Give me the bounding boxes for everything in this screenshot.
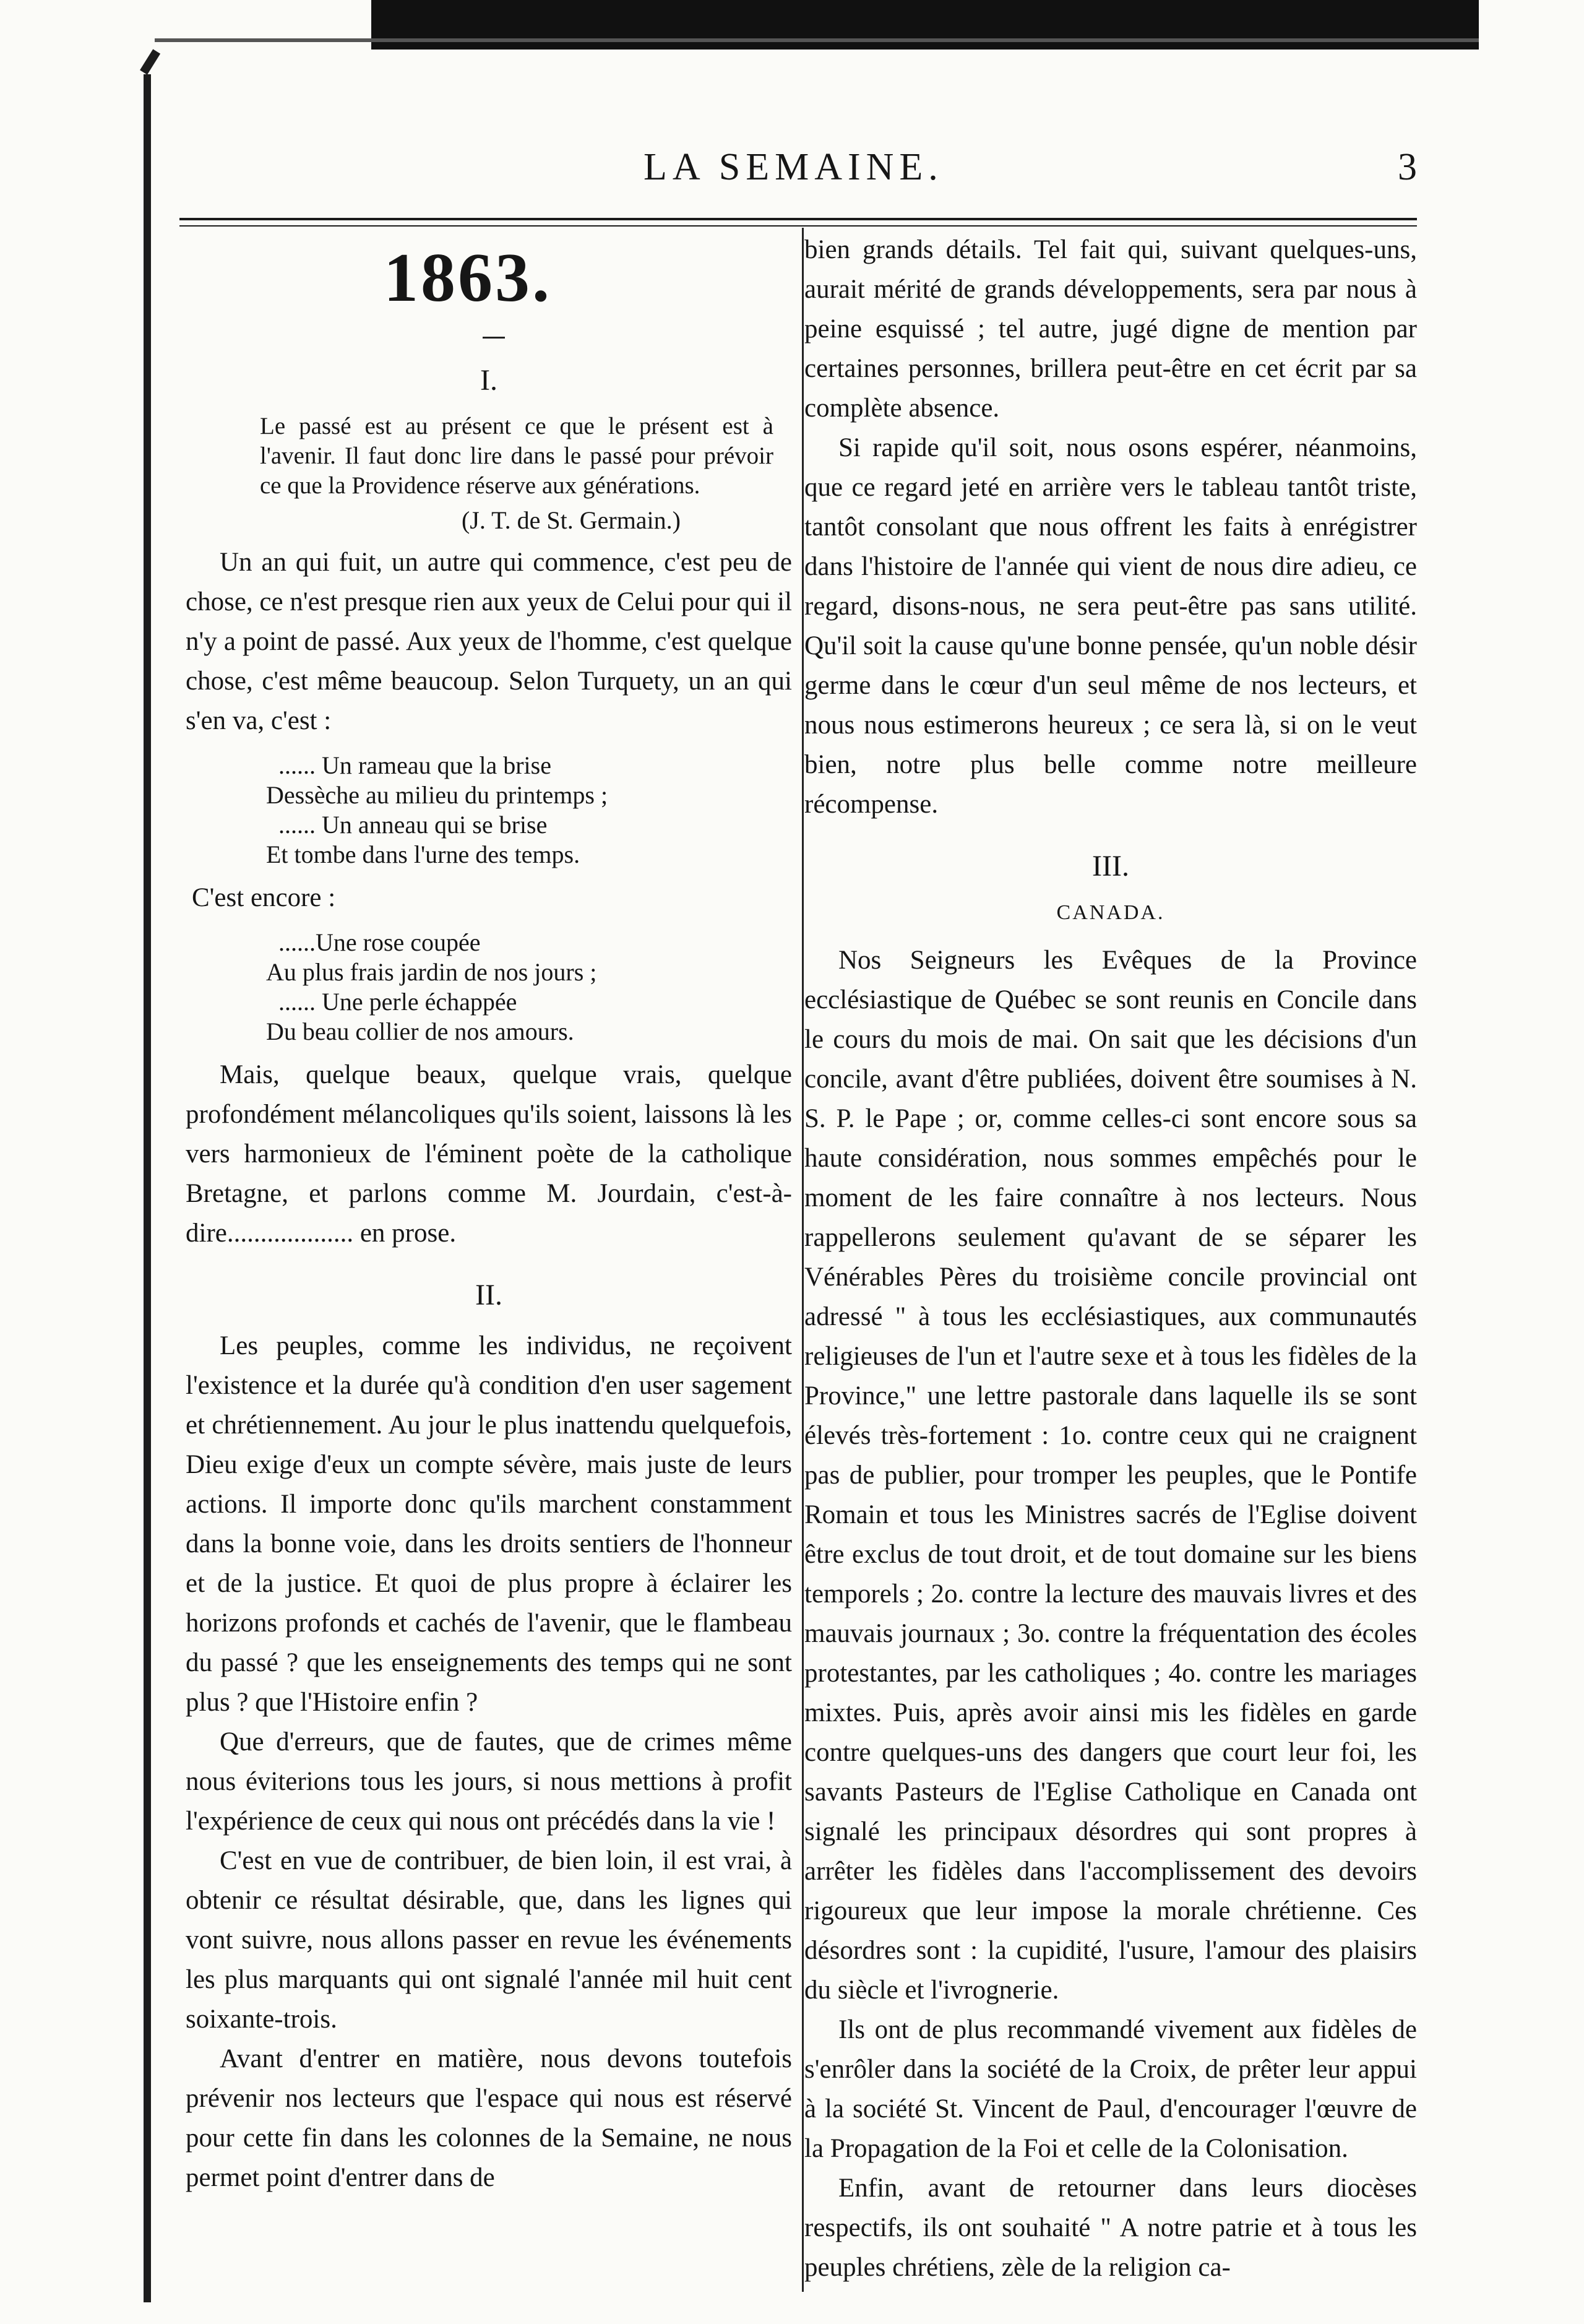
- paragraph: Nos Seigneurs les Evêques de la Province ecclésiastique de Québec se sont reunis en Concile dans le cours du mois de mai. On sait que les décisions d'un concile, avant d'être publiées, doivent être soumises à N. S. P. le Pape ; or, comme celles-ci sont encore sous sa haute considération, nous sommes empêchés pour le moment de les faire connaître à nos lecteurs. Nous rappellerons seulement qu'avant de se séparer les Vénérables Pères du troisième concile provincial ont adressé " à tous les ecclésiastiques, aux communautés religieuses de l'un et l'autre sexe et à tous les fidèles de la Province," une lettre pastorale dans laquelle ils se sont élevés très-fortement : 1o. contre ceux qui ne craignent pas de publier, pour tromper les peuples, que le Pontife Romain et tous les Ministres sacrés de l'Eglise doivent être exclus de tout droit, et de tout domaine sur les biens temporels ; 2o. contre la lecture des mauvais livres et des mauvais journaux ; 3o. contre la fréquentation des écoles protestantes, par les catholiques ; 4o. contre les mariages mixtes. Puis, après avoir ainsi mis les fidèles en garde contre quelques-uns des dangers que court leur foi, les savants Pasteurs de l'Eglise Catholique en Canada ont signalé les principaux désordres qui sont propres à arrêter les fidèles dans l'accomplissement des devoirs rigoureux que leur impose la morale chrétienne. Ces désordres sont : la cupidité, l'usure, l'amour des plaisirs du siècle et l'ivrognerie.: [804, 946, 1417, 2005]
- epigraph: [186, 412, 792, 501]
- section-heading: I.: [480, 364, 497, 397]
- paragraph: C'est encore :: [192, 883, 336, 912]
- paragraph: C'est en vue de contribuer, de bien loin, il est vrai, à obtenir ce résultat désirable, que, dans les lignes qui vont suivre, nous allons passer en revue les événements les plus marquants qui ont signalé l'année mil huit cent soixante-trois.: [186, 1846, 792, 2034]
- page-number: 3: [1398, 146, 1417, 188]
- verse-line: Au plus frais jardin de nos jours ;: [266, 958, 597, 986]
- verse-block: [186, 928, 792, 1047]
- article-title: 1863.: [384, 240, 552, 316]
- left-margin-stroke: [140, 49, 160, 74]
- right-column: [804, 230, 1417, 2287]
- verse-line: ...... Une perle échappée: [278, 988, 517, 1016]
- top-ink-bar: [371, 0, 1479, 50]
- paragraph: Enfin, avant de retourner dans leurs diocèses respectifs, ils ont souhaité " A notre patrie et à tous les peuples chrétiens, zèle de la religion ca-: [804, 2174, 1417, 2282]
- verse-block: [186, 751, 792, 870]
- page-header: [186, 145, 1423, 201]
- paragraph: Un an qui fuit, un autre qui commence, c'est peu de chose, ce n'est presque rien aux yeux de Celui pour qui il n'y a point de passé. Aux yeux de l'homme, c'est quelque chose, c'est même beaucoup. Selon Turquety, un an qui s'en va, c'est :: [186, 548, 792, 735]
- verse-line: Dessèche au milieu du printemps ;: [266, 781, 608, 809]
- verse-line: ......Une rose coupée: [278, 928, 481, 956]
- verse-line: Du beau collier de nos amours.: [266, 1017, 574, 1045]
- paragraph: Avant d'entrer en matière, nous devons toutefois prévenir nos lecteurs que l'espace qui nous est réservé pour cette fin dans les colonnes de la Semaine, ne nous permet point d'entrer dans de: [186, 2044, 792, 2192]
- paragraph: bien grands détails. Tel fait qui, suivant quelques-uns, aurait mérité de grands développements, sera par nous à peine esquissé ; tel autre, jugé digne de mention par certaines personnes, brillera peut-être en cet écrit par sa complète absence.: [804, 235, 1417, 423]
- paragraph: Que d'erreurs, que de fautes, que de crimes même nous éviterions tous les jours, si nous mettions à profit l'expérience de ceux qui nous ont précédés dans la vie !: [186, 1727, 792, 1836]
- header-rule: [179, 218, 1417, 220]
- header-rule-thin: [179, 225, 1417, 227]
- running-title: LA SEMAINE.: [644, 146, 944, 188]
- paragraph: Si rapide qu'il soit, nous osons espérer, néanmoins, que ce regard jeté en arrière vers le tableau tantôt triste, tantôt consolant que nous offrent les faits à enrégistrer dans l'histoire de l'année qui vient de nous dire adieu, ce regard, disons-nous, ne sera peut-être pas sans utilité. Qu'il soit la cause qu'une bonne pensée, qu'un noble désir germe dans le cœur d'un seul même de nos lecteurs, et nous nous estimerons heureux ; ce sera là, si on le veut bien, notre plus belle comme notre meilleure récompense.: [804, 433, 1417, 819]
- paragraph: Ils ont de plus recommandé vivement aux fidèles de s'enrôler dans la société de la Croix, de prêter leur appui à la société St. Vincent de Paul, d'encourager l'œuvre de la Propagation de la Foi et celle de la Colonisation.: [804, 2015, 1417, 2163]
- paragraph: Mais, quelque beaux, quelque vrais, quelque profondément mélancoliques qu'ils soient, laissons là les vers harmonieux de l'éminent poète de la catholique Bretagne, et parlons comme M. Jourdain, c'est-à-dire................... en prose.: [186, 1060, 792, 1248]
- verse-line: ...... Un anneau qui se brise: [278, 811, 548, 839]
- subheading: CANADA.: [1056, 901, 1165, 924]
- verse-line: ...... Un rameau que la brise: [278, 751, 551, 779]
- title-dash: [483, 337, 505, 339]
- verse-line: Et tombe dans l'urne des temps.: [266, 840, 580, 868]
- top-ink-line: [155, 38, 1479, 42]
- epigraph-attribution: (J. T. de St. Germain.): [461, 506, 681, 534]
- column-divider: [802, 228, 804, 2292]
- section-heading: III.: [1092, 850, 1129, 883]
- paragraph: Les peuples, comme les individus, ne reçoivent l'existence et la durée qu'à condition d'en user sagement et chrétiennement. Au jour le plus inattendu quelquefois, Dieu exige d'eux un compte sévère, mais juste de leurs actions. Il importe donc qu'ils marchent constamment dans la bonne voie, dans les droits sentiers de l'honneur et de la justice. Et quoi de plus propre à éclairer les horizons profonds et cachés de l'avenir, que le flambeau du passé ? que les enseignements des temps qui ne sont plus ? que l'Histoire enfin ?: [186, 1331, 792, 1717]
- epigraph-text: Le passé est au présent ce que le présent est à l'avenir. Il faut donc lire dans le passé pour prévoir ce que la Providence réserve aux générations.: [260, 413, 773, 499]
- left-column: [186, 230, 792, 2198]
- section-heading: II.: [475, 1279, 502, 1311]
- left-margin-mark: [144, 74, 151, 2302]
